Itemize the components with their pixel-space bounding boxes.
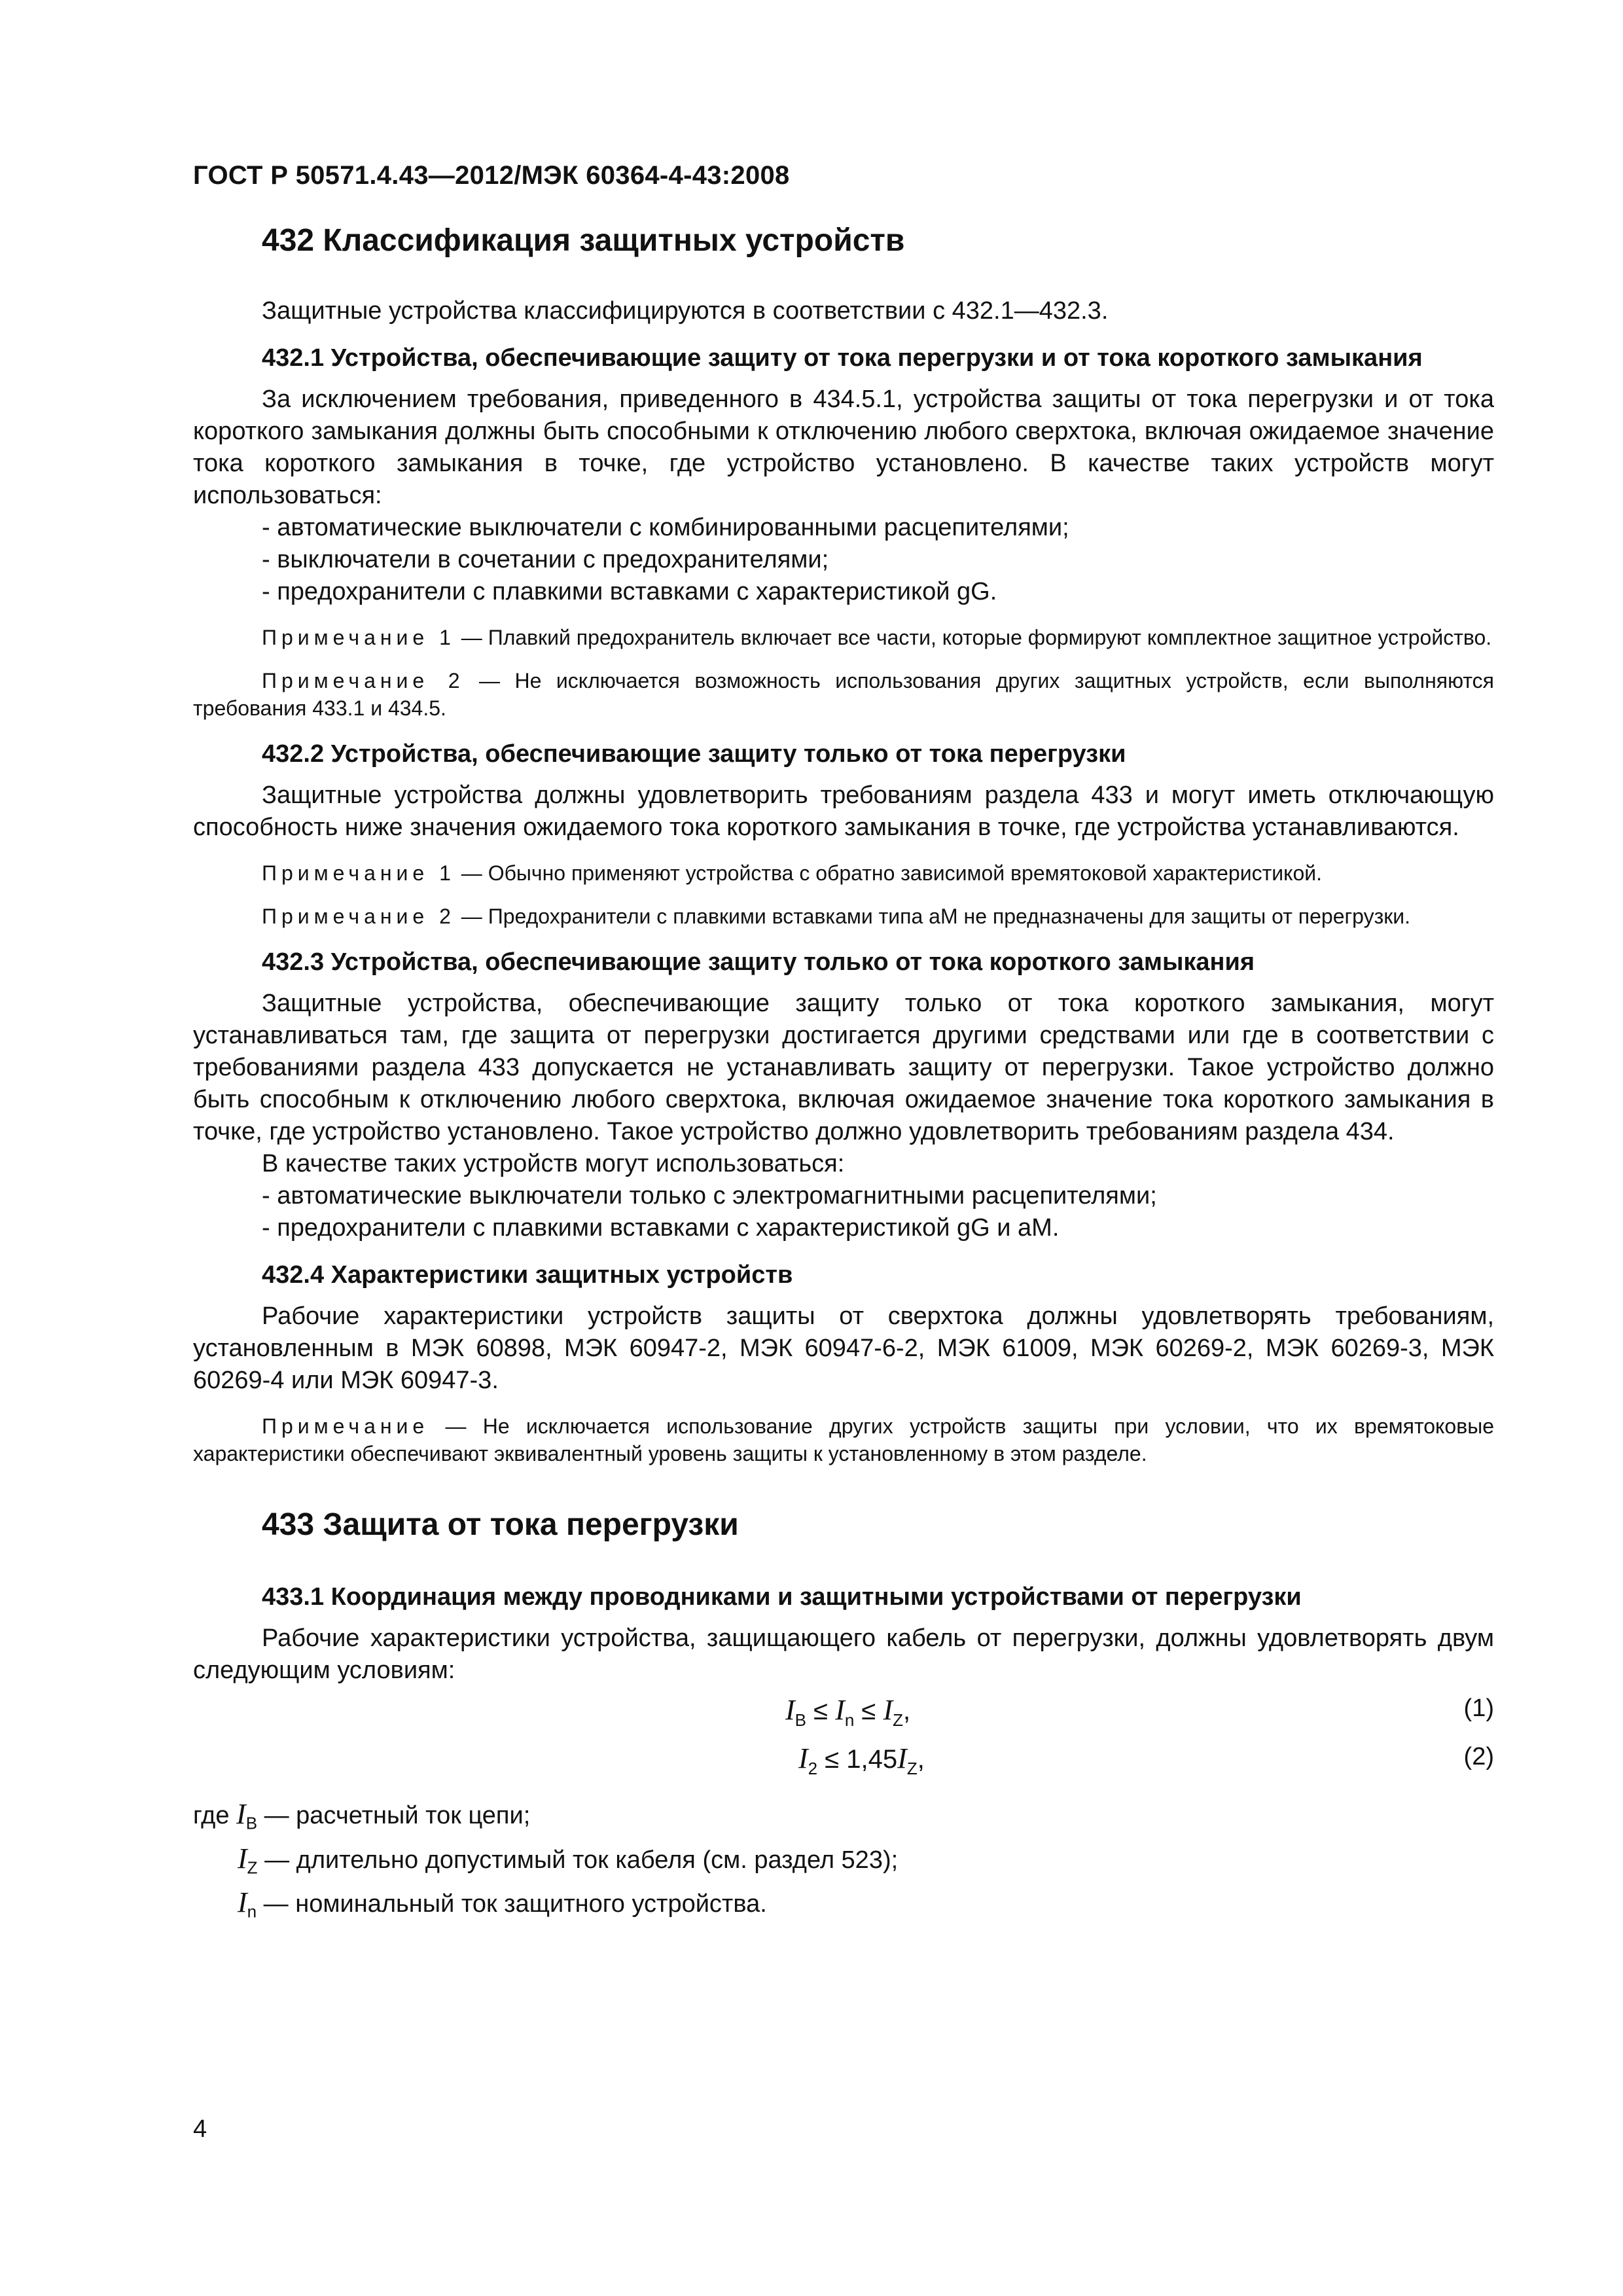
subsection-432-3-list-intro: В качестве таких устройств могут использоваться: <box>262 1150 845 1177</box>
subsection-432-4-paragraph: Рабочие характеристики устройств защиты от сверхтока должны удовлетворять требованиям, установленным в МЭК 60898, МЭК 60947-2, МЭК 60947-6-2, МЭК 61009, МЭК 60269-2, МЭК 60269-3, МЭК 60269-4 или МЭК 60947-3. <box>193 1302 1494 1394</box>
note-label: Примечание 2 <box>262 905 455 928</box>
list-item: - автоматические выключатели только с электромагнитными расцепителями; <box>262 1182 1157 1210</box>
list-item: - предохранители с плавкими вставками с характеристикой gG и aM. <box>262 1214 1060 1242</box>
note-label: Примечание 2 <box>262 669 465 692</box>
note-paragraph <box>193 667 1494 722</box>
definition-line: где $I_B$ — расчетный ток цепи; <box>193 1798 531 1833</box>
section-432-intro: Защитные устройства классифицируются в соответствии с 432.1—432.3. <box>262 297 1109 325</box>
note-paragraph <box>193 903 1494 930</box>
subsection-432-1-title: 432.1 Устройства, обеспечивающие защиту от тока перегрузки и от тока короткого замыкания <box>262 344 1423 372</box>
formula-2 <box>193 1735 1494 1784</box>
list-item: - выключатели в сочетании с предохранителями; <box>262 546 829 573</box>
page-content <box>193 223 1494 1929</box>
list-item: - предохранители с плавкими вставками с характеристикой gG. <box>262 578 997 605</box>
section-432-title: 432 Классификация защитных устройств <box>262 223 905 258</box>
note-paragraph <box>193 859 1494 887</box>
note-text: — Плавкий предохранитель включает все части, которые формируют комплектное защитное устройство. <box>455 626 1492 649</box>
formula-2-expression: $I_2 \le 1,45I_Z$, <box>798 1742 925 1778</box>
list-item: - автоматические выключатели с комбинированными расцепителями; <box>262 514 1069 541</box>
definition-line: $I_Z$ — длительно допустимый ток кабеля (см. раздел 523); <box>238 1842 899 1878</box>
subsection-433-1-title: 433.1 Координация между проводниками и защитными устройствами от перегрузки <box>262 1583 1302 1611</box>
note-label: Примечание <box>262 1414 429 1438</box>
formula-2-number: (2) <box>1463 1743 1494 1770</box>
subsection-432-3-title: 432.3 Устройства, обеспечивающие защиту только от тока короткого замыкания <box>262 948 1255 976</box>
document-header: ГОСТ Р 50571.4.43—2012/МЭК 60364-4-43:2008 <box>193 161 790 190</box>
subsection-432-4-title: 432.4 Характеристики защитных устройств <box>262 1261 793 1289</box>
note-text: — Не исключается возможность использования других защитных устройств, если выполняются требования 433.1 и 434.5. <box>193 669 1495 720</box>
section-433-title: 433 Защита от тока перегрузки <box>262 1507 739 1542</box>
definition-line: $I_n$ — номинальный ток защитного устройства. <box>238 1886 767 1922</box>
subsection-432-1-paragraph: За исключением требования, приведенного в 434.5.1, устройства защиты от тока перегрузки и от тока короткого замыкания должны быть способными к отключению любого сверхтока, включая ожидаемое значение тока короткого замыкания в точке, где устройство установлено. В качестве таких устройств могут использоваться: <box>193 386 1494 509</box>
note-paragraph <box>193 624 1494 651</box>
note-label: Примечание 1 <box>262 626 455 649</box>
page-number: 4 <box>193 2115 207 2143</box>
note-text: — Не исключается использование других устройств защиты при условии, что их времятоковые характеристики обеспечивают эквивалентный уровень защиты к установленному в этом разделе. <box>193 1414 1494 1465</box>
note-text: — Предохранители с плавкими вставками типа aM не предназначены для защиты от перегрузки. <box>455 905 1411 928</box>
formula-1-expression: $I_B \le I_n \le I_Z$, <box>785 1694 911 1730</box>
note-label: Примечание 1 <box>262 861 455 885</box>
subsection-432-2-title: 432.2 Устройства, обеспечивающие защиту только от тока перегрузки <box>262 740 1126 768</box>
note-paragraph <box>193 1412 1494 1467</box>
formula-1 <box>193 1687 1494 1735</box>
subsection-432-3-paragraph: Защитные устройства, обеспечивающие защиту только от тока короткого замыкания, могут устанавливаться там, где защита от перегрузки достигается другими средствами или где в соответствии с требованиями раздела 433 допускается не устанавливать защиту от перегрузки. Такое устройство должно быть способным к отключению любого сверхтока, включая ожидаемое значение тока короткого замыкания в точке, где устройство установлено. Такое устройство должно удовлетворить требованиям раздела 434. <box>193 990 1494 1145</box>
formula-1-number: (1) <box>1463 1695 1494 1722</box>
subsection-433-1-paragraph: Рабочие характеристики устройства, защищающего кабель от перегрузки, должны удовлетворять двум следующим условиям: <box>193 1624 1494 1684</box>
subsection-432-2-paragraph: Защитные устройства должны удовлетворить требованиям раздела 433 и могут иметь отключающую способность ниже значения ожидаемого тока короткого замыкания в точке, где устройства устанавливаются. <box>193 781 1494 841</box>
note-text: — Обычно применяют устройства с обратно зависимой времятоковой характеристикой. <box>455 861 1323 885</box>
